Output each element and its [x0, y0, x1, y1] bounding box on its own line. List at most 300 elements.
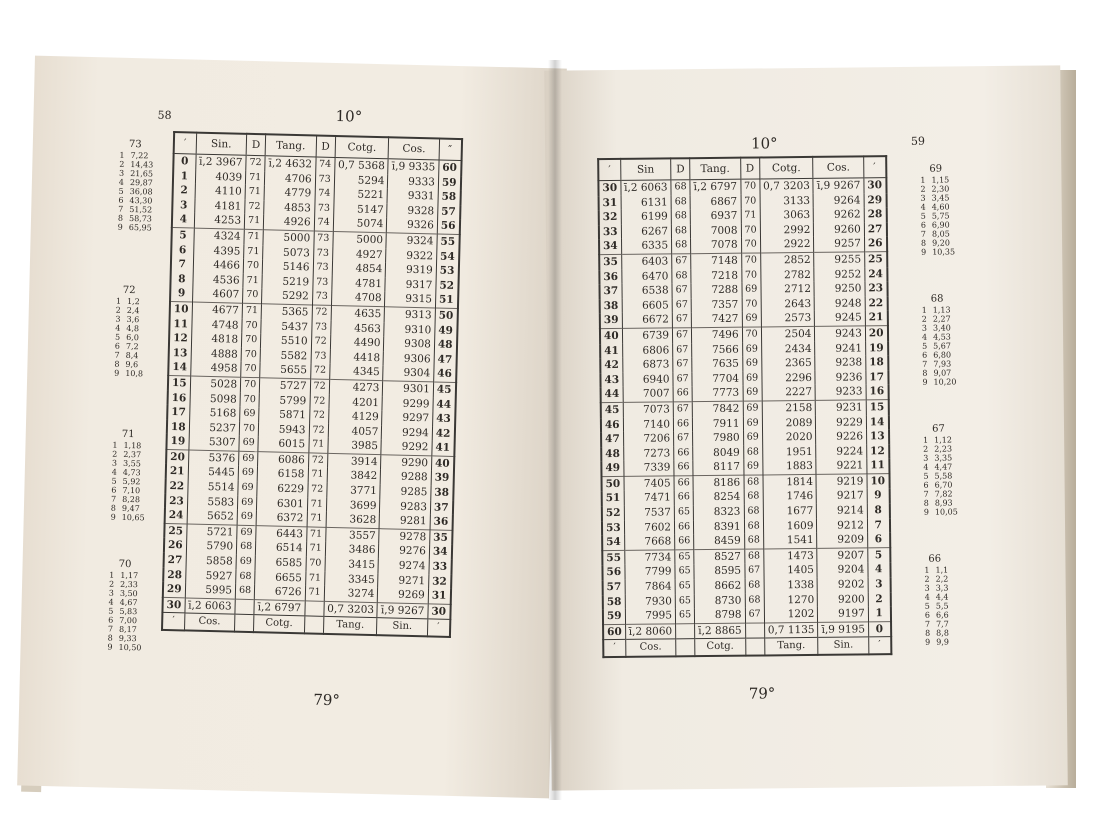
cell-minute-left: 17 — [167, 405, 189, 420]
cell-sin: ī,2 8060 — [625, 624, 676, 640]
pp-value: 2,2 — [935, 574, 949, 584]
cell-cos: 9238 — [815, 355, 866, 370]
cell-cos: 9260 — [814, 222, 865, 237]
cell-tang: 5219 — [262, 274, 313, 290]
cell-diff-tang: 71 — [306, 527, 325, 543]
cell-diff-tang: 74 — [315, 187, 334, 202]
cell-sin: 7140 — [623, 417, 674, 432]
cell-minute-left: 44 — [601, 387, 623, 402]
cell-diff-tang: 72 — [307, 482, 326, 497]
cell-diff-tang: 69 — [743, 386, 762, 401]
cell-tang: 8117 — [693, 460, 744, 476]
cell-cotg: 5000 — [333, 231, 387, 247]
col-footer-sin: Cos. — [625, 639, 676, 657]
cell-cotg: 1883 — [763, 459, 817, 475]
cell-cotg: 3699 — [326, 498, 380, 514]
pp-value: 1,12 — [934, 435, 952, 445]
pp-digit: 8 — [923, 498, 929, 508]
cell-diff-sin: 66 — [673, 387, 692, 402]
cell-minute-left: 5 — [171, 227, 193, 243]
cell-cos: 9255 — [814, 252, 865, 268]
pp-digit: 4 — [924, 592, 930, 602]
cell-tang: ī,2 6797 — [254, 599, 305, 616]
cell-sin: 7273 — [623, 446, 674, 461]
cell-diff-sin: 72 — [246, 155, 265, 171]
cell-cotg: 4708 — [331, 290, 385, 306]
cell-sin: 7471 — [624, 491, 675, 506]
cell-diff-tang: 73 — [314, 231, 333, 247]
cell-diff-tang: 69 — [743, 460, 762, 475]
cell-tang: 8254 — [693, 490, 744, 505]
pp-value: 10,05 — [934, 507, 958, 517]
cell-diff-tang: 73 — [312, 275, 331, 290]
pp-digit: 8 — [114, 359, 120, 369]
cell-diff-sin: 69 — [239, 436, 258, 452]
cell-tang: ī,2 4632 — [265, 156, 316, 172]
cell-minute-right: 14 — [866, 415, 888, 430]
proportional-parts-block — [919, 294, 957, 386]
col-header-diff-tang: D — [316, 136, 336, 158]
cell-sin: 7930 — [625, 594, 676, 609]
cell-diff-sin: 70 — [240, 392, 259, 407]
cell-cos: 9283 — [380, 499, 431, 515]
cell-minute-left: 48 — [601, 447, 623, 462]
pp-digit: 2 — [921, 314, 927, 324]
cell-minute-right: 43 — [432, 412, 454, 427]
cell-tang: 6086 — [258, 452, 309, 468]
cell-diff-sin: 67 — [672, 254, 691, 269]
cell-diff-tang: 67 — [745, 608, 764, 623]
pp-value: 5,75 — [931, 211, 950, 221]
cell-diff-sin: 69 — [236, 555, 255, 570]
cell-minute-right: 24 — [865, 267, 887, 282]
cell-cotg: 5147 — [333, 202, 387, 218]
proportional-parts-row — [104, 642, 141, 652]
pp-digit: 6 — [108, 615, 114, 625]
cell-cotg: 2504 — [761, 326, 815, 342]
trig-table-right — [597, 155, 892, 658]
pp-digit: 2 — [115, 305, 121, 315]
cell-minute-left: 1 — [173, 169, 195, 184]
cell-sin: 5858 — [186, 553, 237, 569]
cell-minute-right: 38 — [431, 485, 453, 500]
cell-diff-tang: 69 — [742, 283, 761, 298]
cell-minute-left: 37 — [599, 284, 621, 299]
cell-sin: 6131 — [621, 195, 672, 210]
col-header-diff-tang: D — [740, 157, 759, 179]
pp-value: 7,00 — [119, 615, 138, 626]
cell-minute-right: 49 — [435, 323, 457, 338]
cell-minute-right: 32 — [428, 574, 450, 589]
cell-diff-tang: 74 — [314, 216, 333, 232]
cell-cos: 9229 — [816, 415, 867, 430]
cell-cos: 9202 — [818, 577, 869, 592]
cell-sin: 5376 — [188, 450, 239, 466]
cell-diff-sin: 68 — [236, 569, 255, 584]
pp-value: 4,8 — [126, 323, 140, 334]
pp-digit: 1 — [924, 565, 930, 575]
proportional-parts-block — [104, 560, 143, 653]
cell-cotg: 1270 — [764, 593, 818, 608]
cell-minute-left: 38 — [600, 299, 622, 314]
cell-sin: 4466 — [193, 258, 244, 274]
cell-diff-tang: 69 — [742, 357, 761, 372]
cell-cotg: 4418 — [330, 350, 384, 366]
pp-digit: 9 — [107, 642, 113, 652]
cell-cos: 9245 — [815, 311, 866, 327]
cell-diff-tang: 70 — [742, 297, 761, 312]
cell-tang: 5510 — [261, 333, 312, 349]
cell-diff-sin: 70 — [241, 362, 260, 378]
cell-diff-tang: 70 — [741, 268, 760, 283]
cell-sin: ī,2 6063 — [185, 598, 236, 615]
cell-sin: 7339 — [623, 461, 674, 477]
cell-cos: 9278 — [379, 529, 430, 545]
col-footer-diff-tang — [304, 616, 324, 634]
cell-minute-left: 36 — [599, 269, 621, 284]
pp-value: 21,65 — [130, 168, 154, 179]
cell-diff-sin: 70 — [239, 421, 258, 436]
pp-value: 43,30 — [129, 195, 153, 206]
cell-diff-tang — [304, 601, 323, 617]
cell-diff-tang: 69 — [743, 431, 762, 446]
cell-sin: 7602 — [624, 520, 675, 535]
cell-sin: 6538 — [622, 284, 673, 299]
cell-diff-sin: 67 — [672, 313, 691, 328]
cell-minute-right: 13 — [866, 429, 888, 444]
pp-digit: 3 — [111, 458, 118, 468]
cell-sin: 4536 — [193, 272, 244, 288]
cell-diff-sin: 68 — [671, 195, 690, 210]
cell-tang: 7078 — [691, 238, 742, 254]
cell-diff-tang: 68 — [745, 578, 764, 593]
cell-sin: 7864 — [625, 579, 676, 594]
cell-diff-tang: 72 — [308, 453, 327, 469]
cell-cotg: 2852 — [760, 252, 814, 268]
pp-value: 7,2 — [125, 341, 139, 352]
cell-sin: 5790 — [186, 539, 237, 555]
proportional-parts-row — [918, 229, 955, 238]
cell-diff-tang: 68 — [744, 534, 763, 549]
pp-value: 3,35 — [934, 453, 953, 463]
cell-minute-right: 17 — [866, 370, 888, 385]
cell-diff-sin: 67 — [673, 372, 692, 387]
cell-cos: 9306 — [383, 351, 434, 367]
pp-digit: 1 — [112, 440, 118, 450]
cell-cos: ī,9 9267 — [377, 602, 428, 619]
cell-minute-right: 25 — [865, 252, 887, 267]
cell-minute-right: 19 — [865, 341, 887, 356]
pp-digit: 3 — [115, 314, 121, 324]
cell-cos: 9250 — [814, 282, 865, 297]
cell-cotg: 3842 — [327, 468, 381, 484]
cell-sin: 5028 — [190, 376, 241, 392]
cell-sin: 7799 — [625, 565, 676, 580]
cell-minute-left: 60 — [603, 624, 625, 640]
cell-minute-right: 27 — [864, 222, 886, 237]
pp-digit: 1 — [115, 296, 122, 306]
cell-minute-right: 46 — [434, 367, 456, 383]
col-footer-cos: Sin. — [377, 618, 428, 637]
pp-value: 2,33 — [119, 579, 139, 590]
cell-cos: 9276 — [379, 544, 430, 560]
cell-diff-sin: 68 — [672, 269, 691, 284]
cell-sin: 4888 — [191, 346, 242, 362]
col-header-tang: Tang. — [265, 134, 316, 157]
col-footer-minute-left: ′ — [603, 640, 625, 658]
pp-value: 14,43 — [130, 159, 154, 170]
pp-value: 5,5 — [935, 601, 949, 611]
pp-value: 51,52 — [129, 204, 153, 215]
cell-minute-left: 7 — [171, 257, 193, 272]
cell-diff-sin: 67 — [672, 283, 691, 298]
cell-minute-right: 8 — [867, 503, 889, 518]
pp-value: 3,50 — [119, 588, 138, 599]
cell-cotg: 2712 — [761, 282, 815, 297]
cell-minute-right: 57 — [438, 204, 460, 219]
cell-cotg: 2296 — [762, 371, 816, 386]
cell-diff-sin: 66 — [674, 460, 693, 475]
pp-digit: 3 — [924, 583, 930, 593]
cell-minute-right: 36 — [430, 515, 452, 531]
cell-sin: 4677 — [192, 302, 243, 318]
proportional-parts-row — [921, 507, 958, 516]
cell-diff-tang: 70 — [741, 194, 760, 209]
cell-diff-tang — [745, 623, 764, 639]
cell-cos: 9292 — [381, 439, 432, 455]
cell-tang: 7148 — [691, 253, 742, 269]
pp-value: 1,18 — [123, 440, 142, 451]
cell-cotg: 1677 — [763, 504, 817, 519]
cell-diff-tang: 72 — [309, 423, 328, 438]
cell-cos: 9231 — [816, 400, 867, 416]
pp-value: 65,95 — [128, 222, 152, 233]
cell-cotg: 4854 — [332, 261, 386, 277]
cell-sin: 5445 — [188, 465, 239, 481]
cell-tang: 6585 — [255, 555, 306, 571]
cell-diff-sin: 68 — [672, 239, 691, 254]
proportional-parts-row — [918, 220, 955, 229]
cell-cotg: 2158 — [762, 400, 816, 416]
pp-digit: 4 — [111, 467, 117, 477]
book-gutter — [548, 60, 562, 800]
cell-diff-sin: 69 — [238, 495, 257, 510]
pp-digit: 5 — [923, 471, 929, 481]
col-footer-cos: Sin. — [818, 637, 869, 655]
cell-sin: 5514 — [187, 480, 238, 496]
cell-diff-sin: 69 — [240, 407, 259, 422]
cell-tang: 8595 — [694, 564, 745, 579]
proportional-parts-row — [921, 489, 958, 498]
cell-minute-left: 57 — [603, 580, 625, 595]
cell-tang: 5073 — [263, 245, 314, 261]
cell-cos: 9290 — [381, 455, 432, 471]
cell-minute-right: 10 — [867, 474, 889, 489]
cell-sin: 6739 — [622, 328, 673, 344]
cell-tang: 8186 — [693, 475, 744, 491]
cell-minute-right: 48 — [434, 338, 456, 353]
cell-tang: ī,2 8865 — [695, 623, 746, 639]
proportional-parts-row — [920, 462, 957, 471]
cell-diff-tang: 70 — [741, 223, 760, 238]
pp-digit: 2 — [920, 184, 926, 194]
cell-minute-left: 33 — [599, 225, 621, 240]
cell-cotg: 1202 — [764, 607, 818, 623]
cell-tang: 7773 — [692, 386, 743, 402]
pp-value: 6,70 — [934, 480, 953, 490]
cell-tang: 6655 — [255, 570, 306, 586]
cell-minute-right: 22 — [865, 296, 887, 311]
cell-diff-sin: 71 — [245, 170, 264, 185]
proportional-parts-block — [921, 555, 949, 647]
cell-diff-tang: 69 — [742, 342, 761, 357]
proportional-parts-head: 71 — [121, 428, 135, 441]
cell-diff-tang: 71 — [741, 209, 760, 224]
proportional-parts-head: 66 — [928, 553, 942, 565]
cell-tang: 6867 — [690, 194, 741, 209]
cell-tang: 5799 — [259, 393, 310, 409]
cell-minute-left: 51 — [602, 491, 624, 506]
cell-tang: 8662 — [694, 579, 745, 594]
cell-cotg: 1541 — [763, 533, 817, 549]
cell-minute-right: 51 — [435, 293, 457, 309]
pp-value: 10,8 — [125, 368, 144, 379]
cell-cos: 9207 — [817, 548, 868, 564]
cell-sin: 6605 — [622, 298, 673, 313]
cell-minute-right: 60 — [439, 160, 461, 176]
proportional-parts-row — [918, 238, 955, 247]
cell-cos: 9241 — [815, 341, 866, 356]
left-page — [17, 56, 567, 799]
pp-digit: 6 — [922, 350, 928, 360]
cell-sin: 6940 — [623, 372, 674, 387]
pp-digit: 7 — [920, 229, 927, 239]
proportional-parts-row — [919, 332, 956, 341]
cell-tang: 7980 — [693, 431, 744, 446]
cell-sin: ī,2 3967 — [195, 154, 246, 170]
pp-value: 6,0 — [126, 332, 139, 343]
cell-diff-tang: 73 — [313, 246, 332, 261]
cell-minute-left: 30 — [162, 597, 184, 613]
cell-cotg: 5074 — [333, 216, 387, 232]
cell-cos: 9209 — [817, 533, 868, 549]
cell-diff-tang: 68 — [744, 505, 763, 520]
cell-cos: 9328 — [387, 203, 438, 219]
cell-minute-left: 29 — [163, 582, 185, 598]
cell-cotg: 3771 — [326, 483, 380, 499]
cell-sin: 7537 — [624, 505, 675, 520]
proportional-parts-row — [922, 638, 949, 647]
cell-cos: 9257 — [814, 237, 865, 253]
cell-cotg: 4635 — [331, 305, 385, 321]
pp-value: 7,10 — [122, 485, 141, 496]
proportional-parts-row — [919, 305, 956, 314]
pp-digit: 8 — [925, 628, 931, 638]
cell-minute-left: 15 — [168, 375, 190, 391]
cell-diff-tang: 72 — [310, 364, 329, 380]
cell-diff-sin: 65 — [675, 579, 694, 594]
pp-digit: 1 — [109, 570, 115, 580]
proportional-parts-block — [111, 286, 145, 379]
cell-minute-right: 40 — [431, 456, 453, 472]
cell-minute-left: 11 — [169, 317, 191, 332]
cell-minute-left: 55 — [602, 550, 624, 565]
cell-sin: 5721 — [186, 524, 237, 540]
proportional-parts-block — [115, 140, 154, 233]
cell-diff-sin: 72 — [245, 200, 264, 215]
cell-cotg: 2020 — [762, 430, 816, 445]
cell-minute-left: 25 — [164, 523, 186, 539]
cell-cotg: 0,7 3203 — [324, 601, 378, 618]
cell-sin: 4958 — [190, 361, 241, 377]
header-degree-left: 10° — [335, 106, 363, 126]
cell-sin: ī,2 6063 — [621, 180, 672, 196]
col-header-diff-sin: D — [671, 158, 690, 180]
footer-degree-right: 79° — [748, 684, 776, 703]
cell-minute-left: 43 — [600, 373, 622, 388]
cell-minute-right: 41 — [432, 441, 454, 457]
cell-minute-left: 46 — [601, 417, 623, 432]
cell-cotg: 0,7 1135 — [764, 622, 818, 638]
pp-value: 6,90 — [931, 220, 950, 230]
cell-diff-sin: 70 — [242, 318, 261, 333]
cell-minute-right: 0 — [868, 621, 890, 637]
proportional-parts-row — [919, 368, 956, 377]
cell-minute-left: 47 — [601, 432, 623, 447]
pp-digit: 7 — [118, 204, 124, 214]
cell-minute-left: 22 — [165, 479, 187, 494]
cell-diff-sin: 71 — [244, 244, 263, 259]
cell-minute-left: 50 — [601, 476, 623, 491]
pp-digit: 2 — [108, 579, 115, 589]
cell-sin: 5652 — [187, 509, 238, 525]
cell-cotg: 4345 — [329, 364, 383, 380]
cell-cos: 9304 — [383, 366, 434, 382]
cell-cos: 9221 — [816, 459, 867, 475]
cell-tang: 7288 — [691, 283, 742, 298]
cell-minute-right: 34 — [429, 545, 451, 560]
cell-diff-sin: 70 — [243, 288, 262, 304]
cell-diff-sin: 66 — [675, 520, 694, 535]
cell-minute-right: 44 — [433, 397, 455, 412]
cell-diff-tang: 69 — [742, 312, 761, 327]
cell-cos: ī,9 9195 — [818, 622, 869, 638]
cell-sin: 7206 — [623, 431, 674, 446]
pp-digit: 9 — [117, 222, 123, 232]
cell-diff-sin: 67 — [672, 298, 691, 313]
cell-cotg: 3557 — [325, 527, 379, 543]
cell-minute-left: 35 — [599, 254, 621, 269]
cell-cos: ī,9 9335 — [388, 159, 439, 175]
cell-diff-sin: 71 — [243, 274, 262, 289]
cell-minute-left: 30 — [598, 180, 620, 195]
cell-sin: 5307 — [189, 435, 240, 451]
pp-digit: 3 — [923, 453, 929, 463]
cell-cos: 9271 — [378, 573, 429, 589]
cell-tang: 8730 — [694, 593, 745, 608]
cell-diff-tang: 73 — [315, 172, 334, 187]
cell-cotg: 2089 — [762, 415, 816, 430]
cell-tang: 5292 — [262, 289, 313, 305]
col-footer-cotg: Tang. — [323, 617, 377, 636]
cell-minute-left: 27 — [164, 553, 186, 568]
cell-diff-tang: 73 — [314, 201, 333, 216]
pp-digit: 3 — [108, 588, 114, 598]
proportional-parts-row — [920, 444, 957, 453]
cell-tang: 5437 — [261, 319, 312, 335]
cell-tang: 7218 — [691, 268, 742, 283]
pp-digit: 7 — [107, 624, 114, 634]
